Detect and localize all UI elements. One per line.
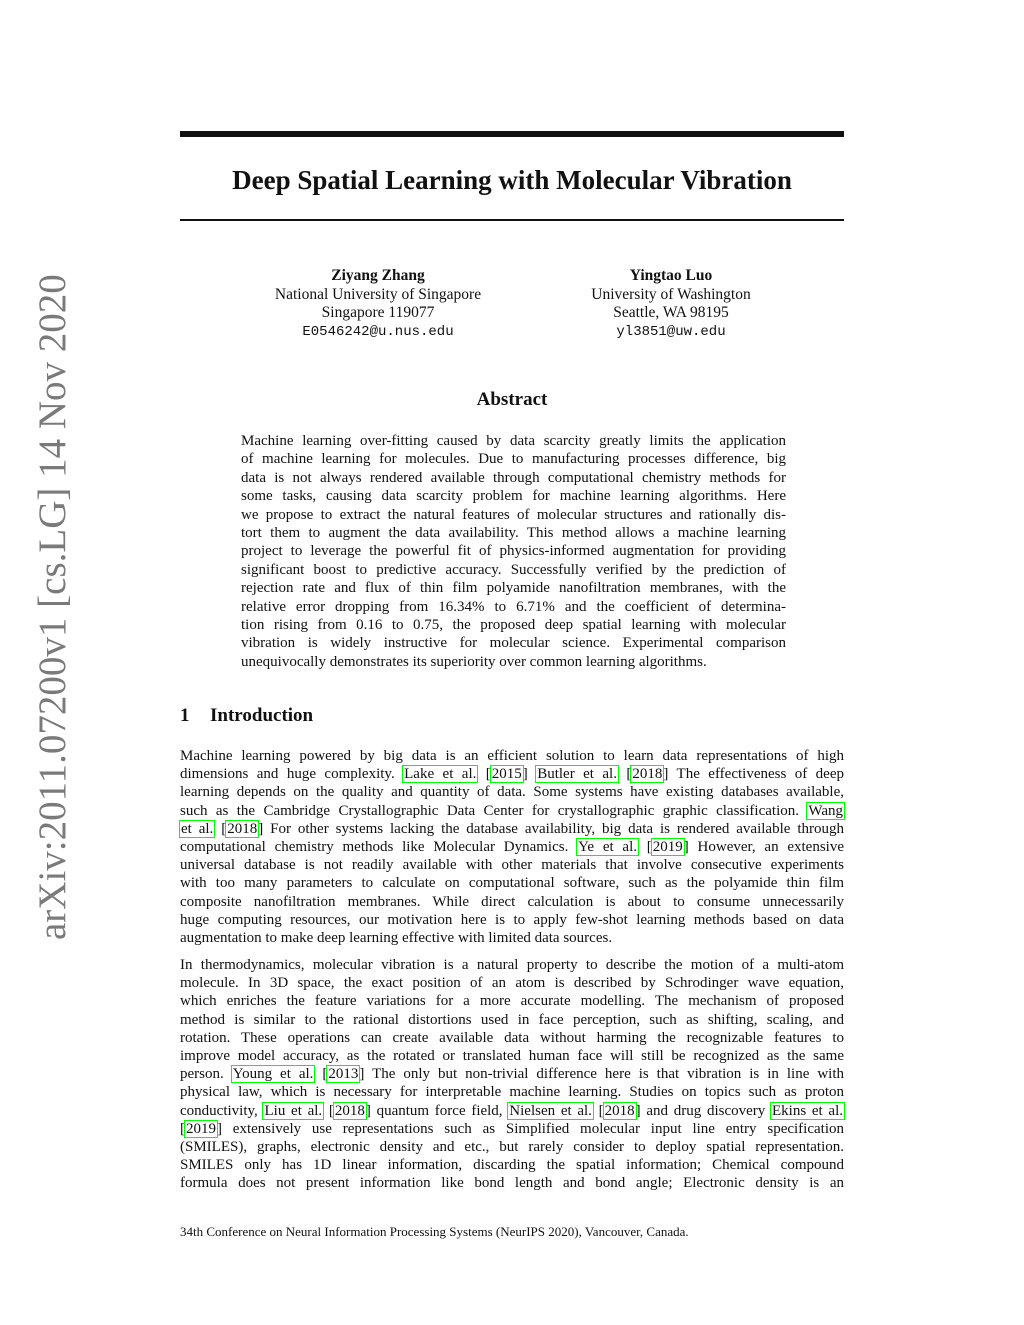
abstract-line: Machine learning over-fitting caused by data scarcity greatly limits the application	[241, 433, 786, 449]
citation-year-link[interactable]: 2019	[186, 1120, 216, 1137]
text-run: conductivity,	[180, 1102, 258, 1119]
title-bottom-rule	[180, 219, 844, 221]
author-name: Ziyang Zhang	[331, 267, 425, 284]
text-line: learning depends on the quality and quantity of data. Some systems have existing databases available,	[180, 784, 844, 801]
text-line: dimensions and huge complexity. Lake et al. [2015] Butler et al. [2018] The effectiveness of deep	[180, 766, 844, 783]
abstract-line: of machine learning for molecules. Due to manufacturing processes difference, big	[241, 451, 786, 468]
section-title: Introduction	[210, 705, 314, 726]
text-line: universal database is not readily available with other materials that involve consecutive experiments	[180, 857, 844, 874]
citation-year-link[interactable]: 2015	[491, 766, 522, 783]
author-block-1	[228, 267, 528, 341]
text-line: Machine learning powered by big data is an efficient solution to learn data representations of high	[180, 748, 844, 764]
abstract-line: project to leverage the powerful fit of physics-informed augmentation for providing	[241, 543, 786, 560]
citation-year-link[interactable]: 2018	[334, 1102, 365, 1119]
citation-link[interactable]: Lake et al.	[404, 766, 477, 783]
text-line: rotation. These operations can create available data without harming the recognizable features to	[180, 1029, 844, 1046]
conference-footnote: 34th Conference on Neural Information Processing Systems (NeurIPS 2020), Vancouver, Canada.	[180, 1224, 689, 1239]
text-run: person.	[180, 1066, 224, 1083]
intro-paragraph-2	[180, 956, 844, 1192]
text-line: which enriches the feature variations for a more accurate modelling. The mechanism of proposed	[180, 993, 844, 1010]
text-line: person. Young et al. [2013] The only but non-trivial difference here is that vibration is in line with	[180, 1066, 844, 1083]
text-line: with too many parameters to calculate on computational software, such as the polyamide thin film	[180, 875, 844, 892]
section-number: 1	[180, 705, 190, 726]
author-address: Seattle, WA 98195	[613, 304, 729, 321]
intro-paragraph-1	[180, 747, 844, 947]
text-run: The effectiveness of deep	[676, 766, 844, 783]
citation-link[interactable]: Young et al.	[232, 1066, 314, 1083]
abstract-line: unequivocally demonstrates its superiority over common learning algorithms.	[241, 653, 707, 670]
text-line: augmentation to make deep learning effective with limited data sources.	[180, 929, 613, 946]
text-run: such as the Cambridge Crystallographic Data Center for crystallographic graphic classification.	[180, 802, 799, 819]
text-line: [2019] extensively use representations such as Simplified molecular input line entry specification	[180, 1120, 844, 1137]
author-affiliation: National University of Singapore	[274, 285, 482, 303]
abstract-line: significant boost to predictive accuracy. Successfully verified by the prediction of	[241, 561, 786, 578]
citation-year-link[interactable]: 2018	[632, 766, 663, 783]
author-email[interactable]: E0546242@u.nus.edu	[302, 323, 454, 340]
text-line: molecule. In 3D space, the exact position of an atom is described by Schrodinger wave equation,	[180, 975, 844, 992]
author-name: Yingtao Luo	[629, 267, 713, 284]
text-run: computational chemistry methods like Molecular Dynamics.	[180, 838, 569, 855]
title-top-rule	[180, 131, 844, 137]
citation-link[interactable]: et al.	[181, 820, 214, 837]
text-run: quantum force field,	[376, 1102, 503, 1119]
text-line: composite nanofiltration membranes. While direct calculation is about to consume unnecessarily	[180, 893, 844, 910]
text-run: However, an extensive	[697, 838, 845, 855]
abstract-line: some tasks, causing data scarcity problem for machine learning algorithms. Here	[241, 488, 786, 505]
citation-year-link[interactable]: 2013	[328, 1066, 359, 1083]
author-address: Singapore 119077	[321, 304, 435, 321]
text-run: and drug discovery	[646, 1102, 766, 1119]
text-line: formula does not present information like bond length and bond angle; Electronic density is an	[180, 1175, 844, 1192]
citation-year-link[interactable]: 2019	[652, 838, 683, 855]
arxiv-stamp: arXiv:2011.07200v1 [cs.LG] 14 Nov 2020	[31, 274, 74, 940]
abstract-body	[241, 432, 786, 671]
citation-year-link[interactable]: 2018	[604, 1102, 635, 1119]
text-line	[180, 802, 844, 820]
text-line: improve model accuracy, as the rotated or translated human face will still be recognized as the same	[180, 1047, 844, 1064]
text-line: huge computing resources, our motivation here is to apply few-shot learning methods based on data	[180, 911, 844, 928]
text-line: In thermodynamics, molecular vibration is a natural property to describe the motion of a multi-atom	[180, 957, 844, 973]
author-affiliation: University of Washington	[591, 285, 751, 303]
abstract-line: we propose to extract the natural features of molecular structures and rationally dis-	[241, 506, 786, 523]
text-line: computational chemistry methods like Molecular Dynamics. Ye et al. [2019] However, an extensive	[180, 838, 845, 855]
abstract-line: tion rising from 0.16 to 0.75, the proposed deep spatial learning with molecular	[241, 616, 786, 633]
text-run: extensively use representations such as Simplified molecular input line entry specification	[232, 1120, 844, 1137]
paper-title: Deep Spatial Learning with Molecular Vibration	[232, 165, 792, 195]
abstract-line: rejection rate and flux of thin film polyamide nanofiltration membranes, with the	[241, 580, 786, 597]
text-run: dimensions and huge complexity.	[180, 766, 395, 783]
abstract-heading: Abstract	[476, 389, 548, 410]
text-run: The only but non-trivial difference here is that vibration is in line with	[372, 1066, 844, 1083]
text-line: SMILES only has 1D linear information, discarding the spatial information; Chemical compound	[180, 1157, 844, 1174]
author-email[interactable]: yl3851@uw.edu	[616, 323, 726, 340]
text-run: For other systems lacking the database availability, big data is rendered available through	[270, 820, 844, 837]
citation-year-link[interactable]: 2018	[227, 820, 258, 837]
citation-link[interactable]: Nielsen et al.	[509, 1102, 592, 1119]
abstract-line: data is not always rendered available through computational chemistry methods for	[241, 469, 786, 486]
text-line: method is similar to the rational distortions used in face perception, such as shifting, scaling, and	[180, 1011, 844, 1028]
citation-link[interactable]: Butler et al.	[537, 766, 617, 783]
text-line: physical law, which is necessary for interpretable machine learning. Studies on topics such as proton	[180, 1084, 844, 1101]
author-block-2	[521, 267, 821, 341]
text-line: et al. [2018] For other systems lacking the database availability, big data is rendered available through	[181, 820, 844, 837]
abstract-line: relative error dropping from 16.34% to 6.71% and the coefficient of determina-	[241, 598, 786, 615]
citation-link[interactable]: Liu et al.	[264, 1102, 323, 1119]
section-heading-introduction	[180, 704, 313, 728]
abstract-line: tort them to augment the data availability. This method allows a machine learning	[241, 524, 786, 541]
text-line: conductivity, Liu et al. [2018] quantum force field, Nielsen et al. [2018] and drug discovery Ekins et al.	[180, 1102, 843, 1119]
citation-link[interactable]: Wang	[808, 802, 844, 819]
abstract-line: vibration is widely instructive for molecular science. Experimental comparison	[241, 635, 786, 652]
citation-link[interactable]: Ye et al.	[578, 838, 638, 855]
citation-link[interactable]: Ekins et al.	[772, 1102, 843, 1119]
text-line: (SMILES), graphs, electronic density and etc., but rarely consider to deploy spatial representation.	[180, 1138, 844, 1155]
